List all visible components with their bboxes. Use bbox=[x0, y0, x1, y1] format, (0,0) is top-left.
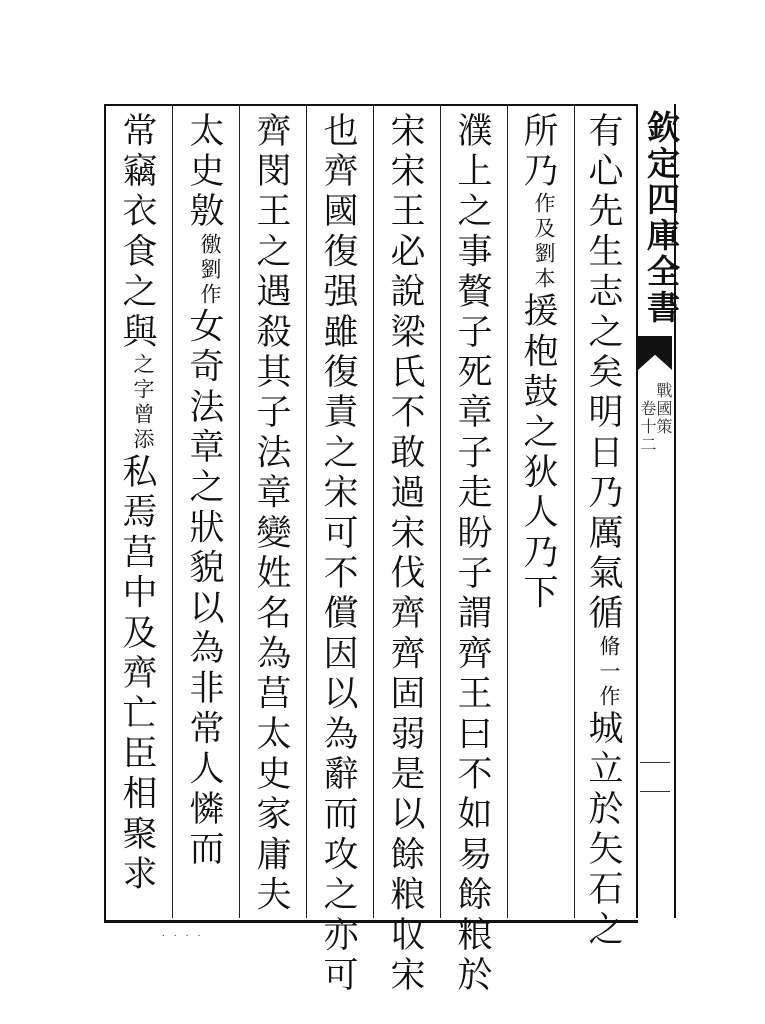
main-text: 所乃 bbox=[518, 112, 558, 193]
column-text bbox=[452, 112, 492, 997]
scan-noise: ⸱ ⸱ ⸱ ⸱ bbox=[162, 931, 204, 942]
column-text bbox=[251, 112, 291, 916]
text-column-1 bbox=[574, 104, 636, 951]
note-line: 曾添 bbox=[131, 403, 155, 454]
column-text bbox=[583, 112, 623, 951]
note-line: 劉作 bbox=[198, 257, 222, 308]
note-line: 徼 bbox=[198, 232, 222, 258]
margin-page-mark bbox=[640, 762, 670, 792]
text-column-5 bbox=[306, 104, 373, 997]
main-text: 也齊國復强雖復責之宋可不償因以為辭而攻之亦可 bbox=[318, 112, 358, 997]
column-text bbox=[318, 112, 358, 997]
note-line: 一作 bbox=[597, 659, 621, 710]
column-text bbox=[184, 112, 224, 871]
margin-volume: 卷十二 bbox=[638, 400, 657, 454]
main-text: 女奇法章之狀貌以為非常人憐而 bbox=[184, 307, 224, 871]
interlinear-note bbox=[131, 353, 154, 453]
text-column-4 bbox=[373, 104, 440, 997]
main-text: 濮上之事贅子死章子走盼子謂齊王曰不如易餘粮於 bbox=[452, 112, 492, 997]
main-text: 齊閔王之遇殺其子法章變姓名為莒太史家庸夫 bbox=[251, 112, 291, 916]
main-text: 常竊衣食之與 bbox=[117, 112, 157, 354]
main-text: 有心先生志之矣明日乃厲氣循 bbox=[583, 112, 623, 635]
text-column-6 bbox=[239, 104, 306, 918]
note-line: 之字 bbox=[131, 353, 155, 404]
column-text bbox=[117, 112, 157, 896]
main-text: 私焉莒中及齊亡臣相聚求 bbox=[117, 453, 157, 896]
text-column-2 bbox=[507, 104, 574, 918]
text-column-8 bbox=[104, 104, 172, 918]
main-text: 太史敫 bbox=[184, 112, 224, 233]
column-text bbox=[518, 112, 558, 615]
margin-book-title: 戰國策 bbox=[654, 382, 673, 436]
interlinear-note bbox=[597, 635, 620, 710]
text-column-3 bbox=[440, 104, 507, 997]
note-line: 脩 bbox=[597, 634, 621, 660]
interlinear-note bbox=[198, 233, 221, 308]
interlinear-note bbox=[532, 192, 555, 292]
main-text: 城立於矢石之 bbox=[583, 709, 623, 951]
column-text bbox=[385, 112, 425, 997]
main-text: 援枹鼓之狄人乃下 bbox=[518, 292, 558, 615]
text-column-7 bbox=[172, 104, 239, 918]
main-text: 宋宋王必說梁氏不敢過宋伐齊齊固弱是以餘粮収宋 bbox=[385, 112, 425, 997]
margin-title: 欽定四庫全書 bbox=[642, 110, 681, 326]
note-line: 劉本 bbox=[532, 242, 556, 293]
note-line: 作及 bbox=[532, 192, 556, 243]
